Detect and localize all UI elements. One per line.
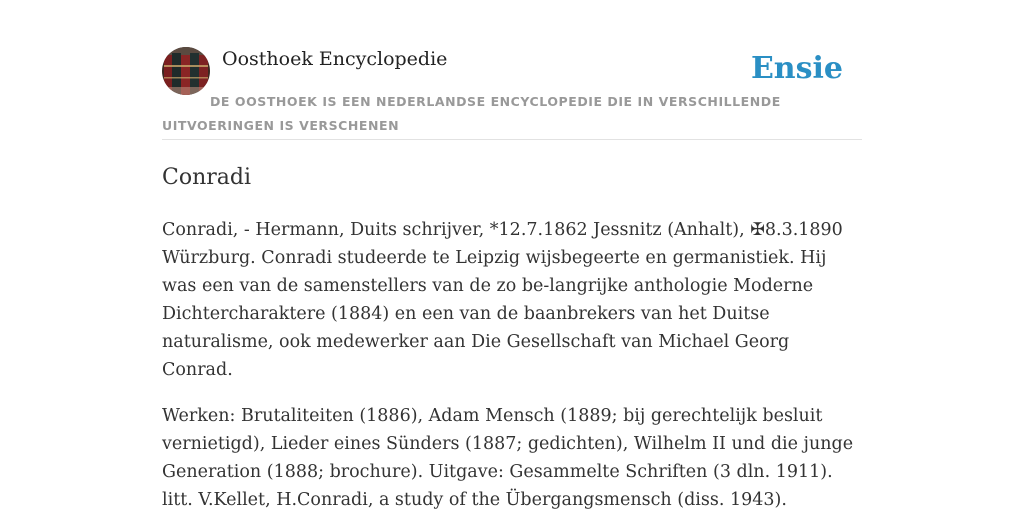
avatar[interactable] xyxy=(162,47,210,95)
article-body xyxy=(162,216,862,532)
header-divider xyxy=(162,139,862,140)
article-paragraph: Conradi, - Hermann, Duits schrijver, *12.7.1862 Jessnitz (Anhalt), ✠8.3.1890 Würzburg. Conradi studeerde te Leipzig wijsbegeerte en germanistiek. Hij was een van de samenstellers van de zo be-langrijke anthologie Moderne Dichtercharaktere (1884) en een van de baanbrekers van het Duitse naturalisme, ook medewerker aan Die Gesellschaft van Michael Georg Conrad. xyxy=(162,220,843,380)
site-title[interactable]: Oosthoek Encyclopedie xyxy=(222,48,448,70)
article-paragraph: Werken: Brutaliteiten (1886), Adam Mensch (1889; bij gerechtelijk besluit vernietigd), Lieder eines Sünders (1887; gedichten), Wilhelm II und die junge Generation (1888; brochure). Uitgave: Gesammelte Schriften (3 dln. 1911). litt. V.Kellet, H.Conradi, a study of the Übergangsmensch (diss. 1943). xyxy=(162,406,854,510)
encyclopedia-books-icon xyxy=(162,47,210,95)
page-title: Conradi xyxy=(162,165,251,190)
brand-logo[interactable]: Ensie xyxy=(750,51,843,86)
site-tagline: DE OOSTHOEK IS EEN NEDERLANDSE ENCYCLOPEDIE DIE IN VERSCHILLENDE UITVOERINGEN IS VERSCHENEN xyxy=(162,94,781,133)
